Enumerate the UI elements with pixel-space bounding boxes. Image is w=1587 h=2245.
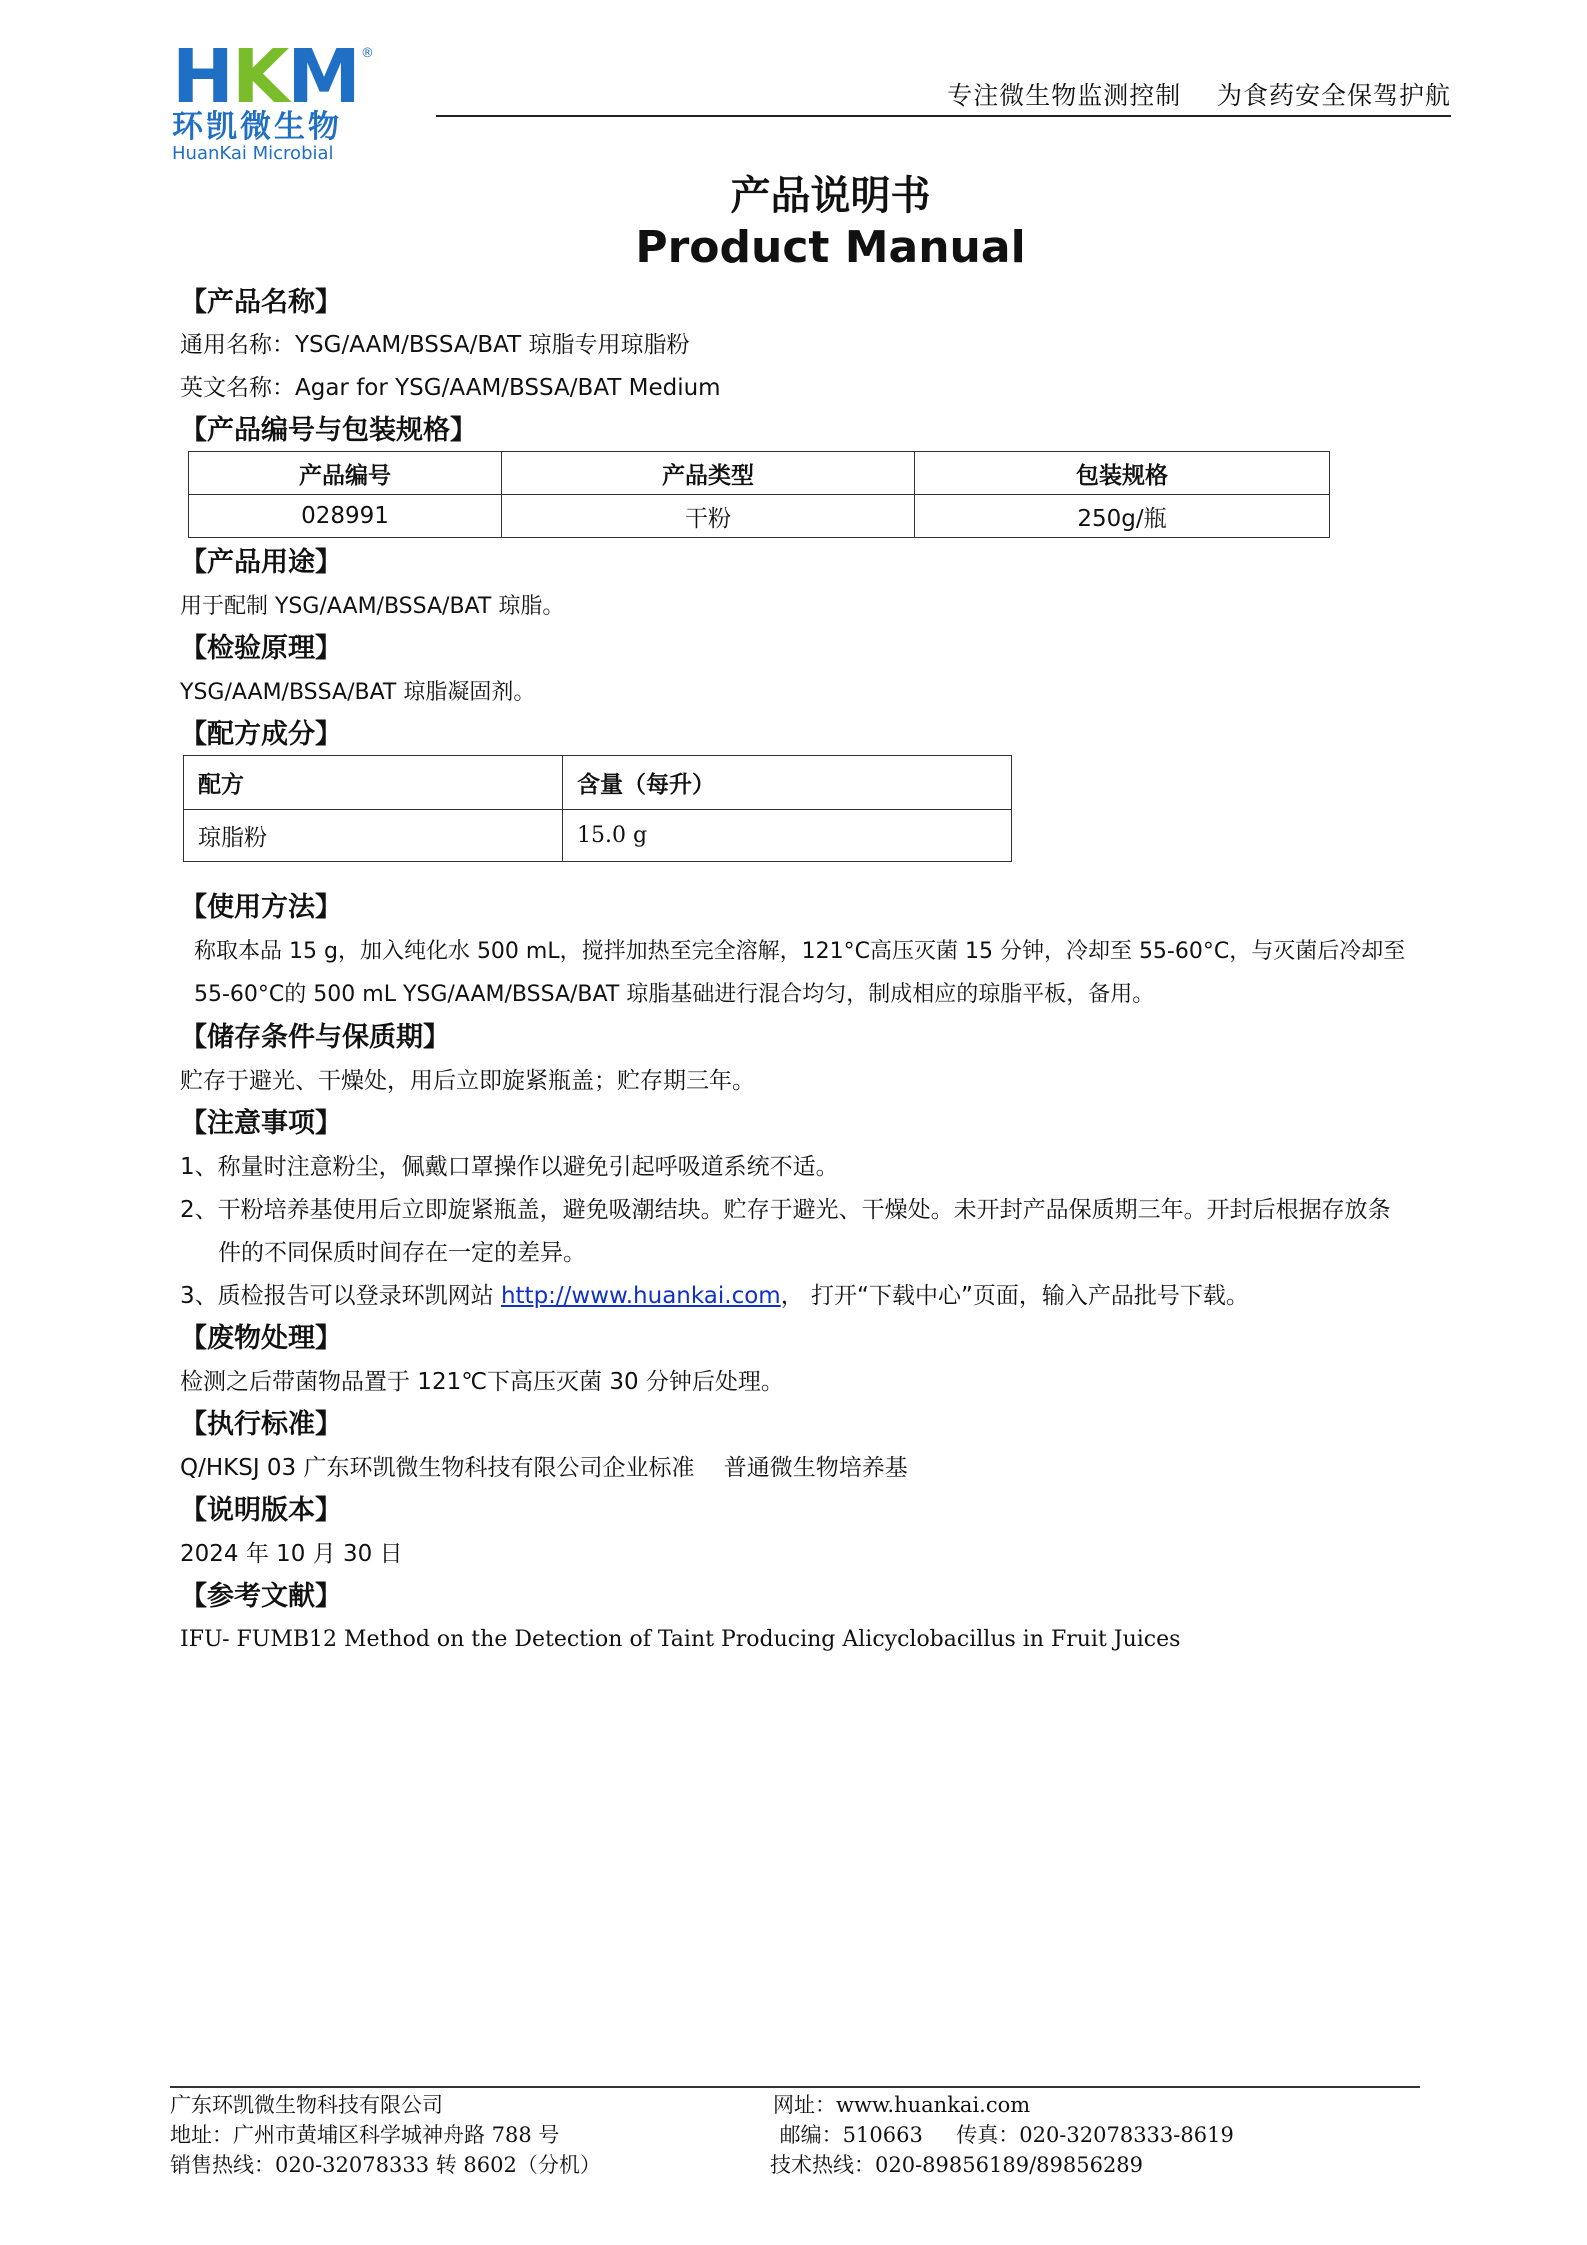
note-item-2-line-2 [218,1238,1451,1268]
section-notes [180,1107,1451,1141]
header-cell-product-type: 产品类型 [502,452,915,495]
method-text-line-2: 55-60°C的 500 mL YSG/AAM/BSSA/BAT 琼脂基础进行混合均匀，制成相应的琼脂平板，备用。 [194,982,1155,1007]
note-text-1: 1、称量时注意粉尘，佩戴口罩操作以避免引起呼吸道系统不适。 [180,1154,839,1180]
waste-row [180,1367,1451,1397]
footer-website: 网址：www.huankai.com [773,2093,1031,2117]
principle-text: YSG/AAM/BSSA/BAT 琼脂凝固剂。 [180,680,536,705]
standard-text: Q/HKSJ 03 广东环凯微生物科技有限公司企业标准 普通微生物培养基 [180,1455,908,1481]
reference-row [180,1625,1451,1655]
company-logo [172,34,442,164]
footer-sales-hotline: 销售热线：020-32078333 转 8602（分机） [170,2153,601,2177]
logo-letter-m: M [287,34,359,120]
footer-tech-hotline: 技术热线：020-89856189/89856289 [770,2153,1144,2177]
heading-storage: 【储存条件与保质期】 [180,1022,450,1053]
logo-letter-h: H [172,34,232,120]
packaging-table-header [189,452,1330,495]
formula-table-row [184,810,1012,862]
heading-waste: 【废物处理】 [180,1323,342,1354]
heading-formula: 【配方成分】 [180,719,342,750]
reference-text: IFU- FUMB12 Method on the Detection of Taint Producing Alicyclobacillus in Fruit Juices [180,1627,1181,1652]
section-waste [180,1322,1451,1356]
common-name-text: 通用名称：YSG/AAM/BSSA/BAT 琼脂专用琼脂粉 [180,332,690,358]
footer-company: 广东环凯微生物科技有限公司 [170,2093,443,2117]
storage-row [180,1066,1451,1096]
heading-use: 【产品用途】 [180,547,342,578]
section-formula [180,718,1451,752]
note-3-suffix: ， 打开“下载中心”页面，输入产品批号下载。 [780,1283,1249,1309]
standard-row [180,1453,1451,1483]
footer-postcode-fax: 邮编：510663 传真：020-32078333-8619 [773,2123,1234,2147]
section-standard [180,1408,1451,1442]
cell-product-code: 028991 [189,495,502,538]
section-principle [180,632,1451,666]
logo-letter-k: K [231,34,288,120]
registered-mark: ® [360,46,374,61]
section-product-name [180,286,1451,320]
common-name-row [180,330,1451,360]
header-cell-formula: 配方 [184,756,563,810]
note-text-2a: 2、干粉培养基使用后立即旋紧瓶盖，避免吸潮结块。贮存于避光、干燥处。未开封产品保质期三年。开封后根据存放条 [180,1197,1391,1223]
method-row-1 [194,937,1451,967]
note-3-prefix: 3、质检报告可以登录环凯网站 [180,1283,501,1309]
use-text: 用于配制 YSG/AAM/BSSA/BAT 琼脂。 [180,594,565,619]
packaging-table-row [189,495,1330,538]
header-divider [436,115,1451,117]
method-row-2 [194,980,1451,1010]
cell-amount: 15.0 g [563,810,1012,862]
waste-text: 检测之后带菌物品置于 121℃下高压灭菌 30 分钟后处理。 [180,1369,784,1395]
section-use [180,546,1451,580]
principle-row [180,678,1451,708]
version-text: 2024 年 10 月 30 日 [180,1541,403,1567]
section-method [180,891,1451,925]
section-packaging [180,414,1451,448]
header-cell-product-code: 产品编号 [189,452,502,495]
formula-table-header [184,756,1012,810]
formula-table [183,755,1012,862]
title-chinese: 产品说明书 [730,173,931,219]
header-slogan: 专注微生物监测控制 为食药安全保驾护航 [947,81,1451,110]
cell-ingredient: 琼脂粉 [184,810,563,862]
version-row [180,1539,1451,1569]
heading-reference: 【参考文献】 [180,1581,342,1612]
english-name-text: 英文名称：Agar for YSG/AAM/BSSA/BAT Medium [180,375,721,401]
heading-standard: 【执行标准】 [180,1409,342,1440]
heading-method: 【使用方法】 [180,892,342,923]
cell-package-spec: 250g/瓶 [915,495,1330,538]
packaging-table [188,451,1330,538]
logo-mark [172,34,442,120]
logo-chinese-name: 环凯微生物 [172,109,342,145]
english-name-row [180,373,1451,403]
title-english: Product Manual [635,222,1026,273]
logo-english-name: HuanKai Microbial [172,143,334,164]
method-text-line-1: 称取本品 15 g，加入纯化水 500 mL，搅拌加热至完全溶解，121°C高压灭菌 15 分钟，冷却至 55-60°C，与灭菌后冷却至 [194,939,1406,964]
cell-product-type: 干粉 [502,495,915,538]
footer-divider [170,2086,1420,2088]
website-link[interactable]: http://www.huankai.com [500,1283,781,1309]
note-item-3 [180,1281,1451,1311]
header-cell-package-spec: 包装规格 [915,452,1330,495]
heading-product-name: 【产品名称】 [180,287,342,318]
heading-notes: 【注意事项】 [180,1108,342,1139]
note-item-2-line-1 [180,1195,1451,1225]
footer-address: 地址：广州市黄埔区科学城神舟路 788 号 [170,2123,560,2147]
section-reference [180,1580,1451,1614]
heading-packaging: 【产品编号与包装规格】 [180,415,477,446]
heading-principle: 【检验原理】 [180,633,342,664]
section-version [180,1494,1451,1528]
heading-version: 【说明版本】 [180,1495,342,1526]
storage-text: 贮存于避光、干燥处，用后立即旋紧瓶盖；贮存期三年。 [180,1068,755,1094]
note-text-2b: 件的不同保质时间存在一定的差异。 [218,1240,586,1266]
note-text-3 [180,1281,1451,1311]
note-item-1 [180,1152,1451,1182]
use-row [180,592,1451,622]
header-cell-amount: 含量（每升） [563,756,1012,810]
section-storage [180,1021,1451,1055]
